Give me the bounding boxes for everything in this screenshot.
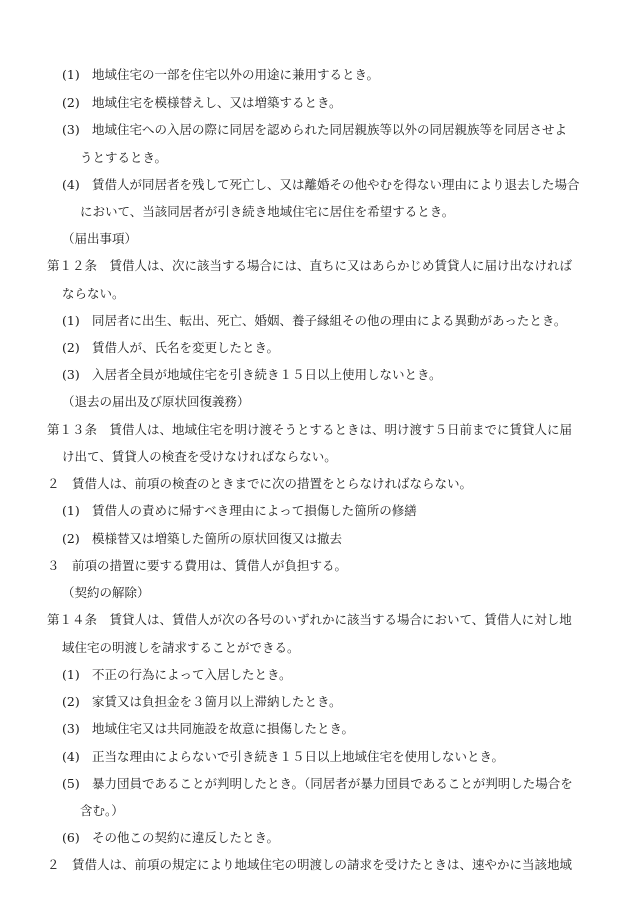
item-number: (4) [62, 177, 80, 192]
item-line [62, 749, 504, 765]
item-line [62, 122, 567, 138]
item-line [62, 367, 442, 383]
continuation-line: において、当該同居者が引き続き地域住宅に居住を希望するとき。 [80, 204, 455, 219]
item-number: (1) [62, 67, 80, 82]
section-heading: （契約の解除） [62, 585, 150, 600]
item-line [62, 776, 573, 792]
article-line: 第１２条 賃借人は、次に該当する場合には、直ちに又はあらかじめ賃貸人に届け出なければ [47, 258, 573, 273]
item-text: 賃借人が同居者を残して死亡し、又は離婚その他やむを得ない理由により退去した場合 [92, 177, 580, 192]
item-text: 入居者全員が地域住宅を引き続き１５日以上使用しないとき。 [92, 367, 442, 382]
item-number: (3) [62, 721, 80, 736]
item-line [62, 721, 354, 737]
item-number: (2) [62, 95, 80, 110]
item-number: (4) [62, 749, 80, 764]
item-line [62, 694, 342, 710]
item-text: その他この契約に違反したとき。 [92, 830, 280, 845]
item-text: 地域住宅を模様替えし、又は増築するとき。 [92, 95, 342, 110]
item-line [62, 340, 279, 356]
item-number: (1) [62, 503, 80, 518]
continuation-line: うとするとき。 [80, 150, 168, 165]
item-number: (1) [62, 313, 80, 328]
article-line: 第１３条 賃借人は、地域住宅を明け渡そうとするときは、明け渡す５日前までに賃貸人に届 [47, 422, 573, 437]
item-text: 同居者に出生、転出、死亡、婚姻、養子縁組その他の理由による異動があったとき。 [92, 313, 567, 328]
item-text: 地域住宅の一部を住宅以外の用途に兼用するとき。 [92, 67, 380, 82]
paragraph-line: ２ 賃借人は、前項の規定により地域住宅の明渡しの請求を受けたときは、速やかに当該地域 [47, 857, 573, 872]
item-number: (6) [62, 830, 80, 845]
item-line [62, 177, 580, 193]
paragraph-line: ２ 賃借人は、前項の検査のときまでに次の措置をとらなければならない。 [47, 476, 473, 491]
continuation-line: 域住宅の明渡しを請求することができる。 [62, 640, 300, 655]
section-heading: （届出事項） [62, 231, 138, 246]
item-text: 正当な理由によらないで引き続き１５日以上地域住宅を使用しないとき。 [92, 749, 505, 764]
item-text: 賃借人が、氏名を変更したとき。 [92, 340, 280, 355]
item-line [62, 67, 379, 83]
item-text: 暴力団員であることが判明したとき。（同居者が暴力団員であることが判明した場合を [92, 776, 573, 791]
item-text: 不正の行為によって入居したとき。 [92, 667, 292, 682]
paragraph-line: ３ 前項の措置に要する費用は、賃借人が負担する。 [47, 558, 348, 573]
item-number: (3) [62, 122, 80, 137]
item-text: 家賃又は負担金を３箇月以上滞納したとき。 [92, 694, 342, 709]
article-line: 第１４条 賃貸人は、賃借人が次の各号のいずれかに該当する場合において、賃借人に対し地 [47, 612, 572, 627]
item-line [62, 313, 566, 329]
item-text: 賃借人の責めに帰すべき理由によって損傷した箇所の修繕 [92, 503, 417, 518]
item-text: 模様替又は増築した箇所の原状回復又は撤去 [92, 531, 343, 546]
item-number: (2) [62, 531, 80, 546]
continuation-line: け出て、賃貸人の検査を受けなければならない。 [62, 449, 337, 464]
item-text: 地域住宅又は共同施設を故意に損傷したとき。 [92, 721, 355, 736]
item-line [62, 830, 279, 846]
section-heading: （退去の届出及び原状回復義務） [62, 394, 250, 409]
continuation-line: 含む。） [80, 803, 124, 818]
item-line [62, 503, 417, 519]
item-line [62, 531, 342, 547]
continuation-line: ならない。 [62, 286, 125, 301]
item-number: (2) [62, 694, 80, 709]
item-number: (5) [62, 776, 80, 791]
item-text: 地域住宅への入居の際に同居を認められた同居親族等以外の同居親族等を同居させよ [92, 122, 568, 137]
item-number: (2) [62, 340, 80, 355]
item-number: (3) [62, 367, 80, 382]
item-number: (1) [62, 667, 80, 682]
item-line [62, 667, 292, 683]
item-line [62, 95, 342, 111]
